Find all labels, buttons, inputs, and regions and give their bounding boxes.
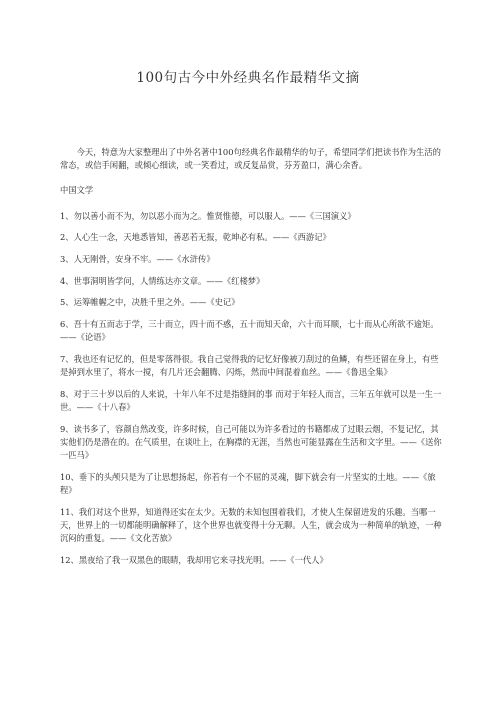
quote-item-6: 6、吾十有五而志于学，三十而立，四十而不惑，五十而知天命，六十而耳顺，七十而从心所欲不逾矩。——《论语》 <box>60 319 439 343</box>
quote-item-12: 12、黑夜给了我一双黑色的眼睛，我却用它来寻找光明。——《一代人》 <box>60 554 328 565</box>
quote-item-2: 2、人心生一念，天地悉皆知，善恶若无报，乾坤必有私。——《西游记》 <box>60 232 331 243</box>
document-body <box>60 146 444 576</box>
quote-item-10: 10、垂下的头颅只是为了让思想扬起，你若有一个不屈的灵魂，脚下就会有一片坚实的土地。——《旅程》 <box>60 471 436 496</box>
quote-item-11: 11、我们对这个世界，知道得还实在太少。无数的未知包围着我们，才使人生保留进发的乐趣。当哪一天，世界上的一切都能明确解释了，这个世界也就变得十分无聊。人生，就会成为一种简单的轨迹，一种沉闷的重复。——《文化苦旅》 <box>60 506 442 544</box>
quote-item-5: 5、运筹帷幄之中，决胜千里之外。——《史记》 <box>60 297 240 308</box>
quote-item-9: 9、读书多了，容颜自然改变，许多时候，自己可能以为许多看过的书籍都成了过眼云烟，不复记忆，其实他们仍是潜在的。在气质里，在谈吐上，在胸襟的无涯，当然也可能显露在生活和文字里。——《送你一匹马》 <box>60 423 442 461</box>
page-title: 100句古今中外经典名作最精华文摘 <box>136 70 360 86</box>
quote-item-1: 1、勿以善小而不为，勿以恶小而为之。惟贤惟德，可以服人。——《三国演义》 <box>60 210 356 221</box>
quote-item-3: 3、人无刚骨，安身不牢。——《水浒传》 <box>60 254 215 265</box>
section-heading: 中国文学 <box>60 185 94 196</box>
quote-item-4: 4、世事洞明皆学问，人情练达亦文章。——《红楼梦》 <box>60 275 265 286</box>
quote-item-8: 8、对于三十岁以后的人来说，十年八年不过是指缝间的事 而对于年轻人而言，三年五年就可以是一生一世。——《十八春》 <box>60 388 442 413</box>
quote-item-7: 7、我也还有记忆的，但是零落得很。我自己觉得我的记忆好像被刀刮过的鱼鳞，有些还留在身上，有些是掉到水里了，将水一搅，有几片还会翻腾、闪烁，然而中间混着血丝。——《鲁迅全集》 <box>60 354 439 378</box>
intro-paragraph: 今天，特意为大家整理出了中外名著中100句经典名作最精华的句子，希望同学们把读书作为生活的常态，或信手闲翻，或倾心细读，或一笑看过，或反复品赏，芬芳盈口，满心余香。 <box>60 147 441 171</box>
